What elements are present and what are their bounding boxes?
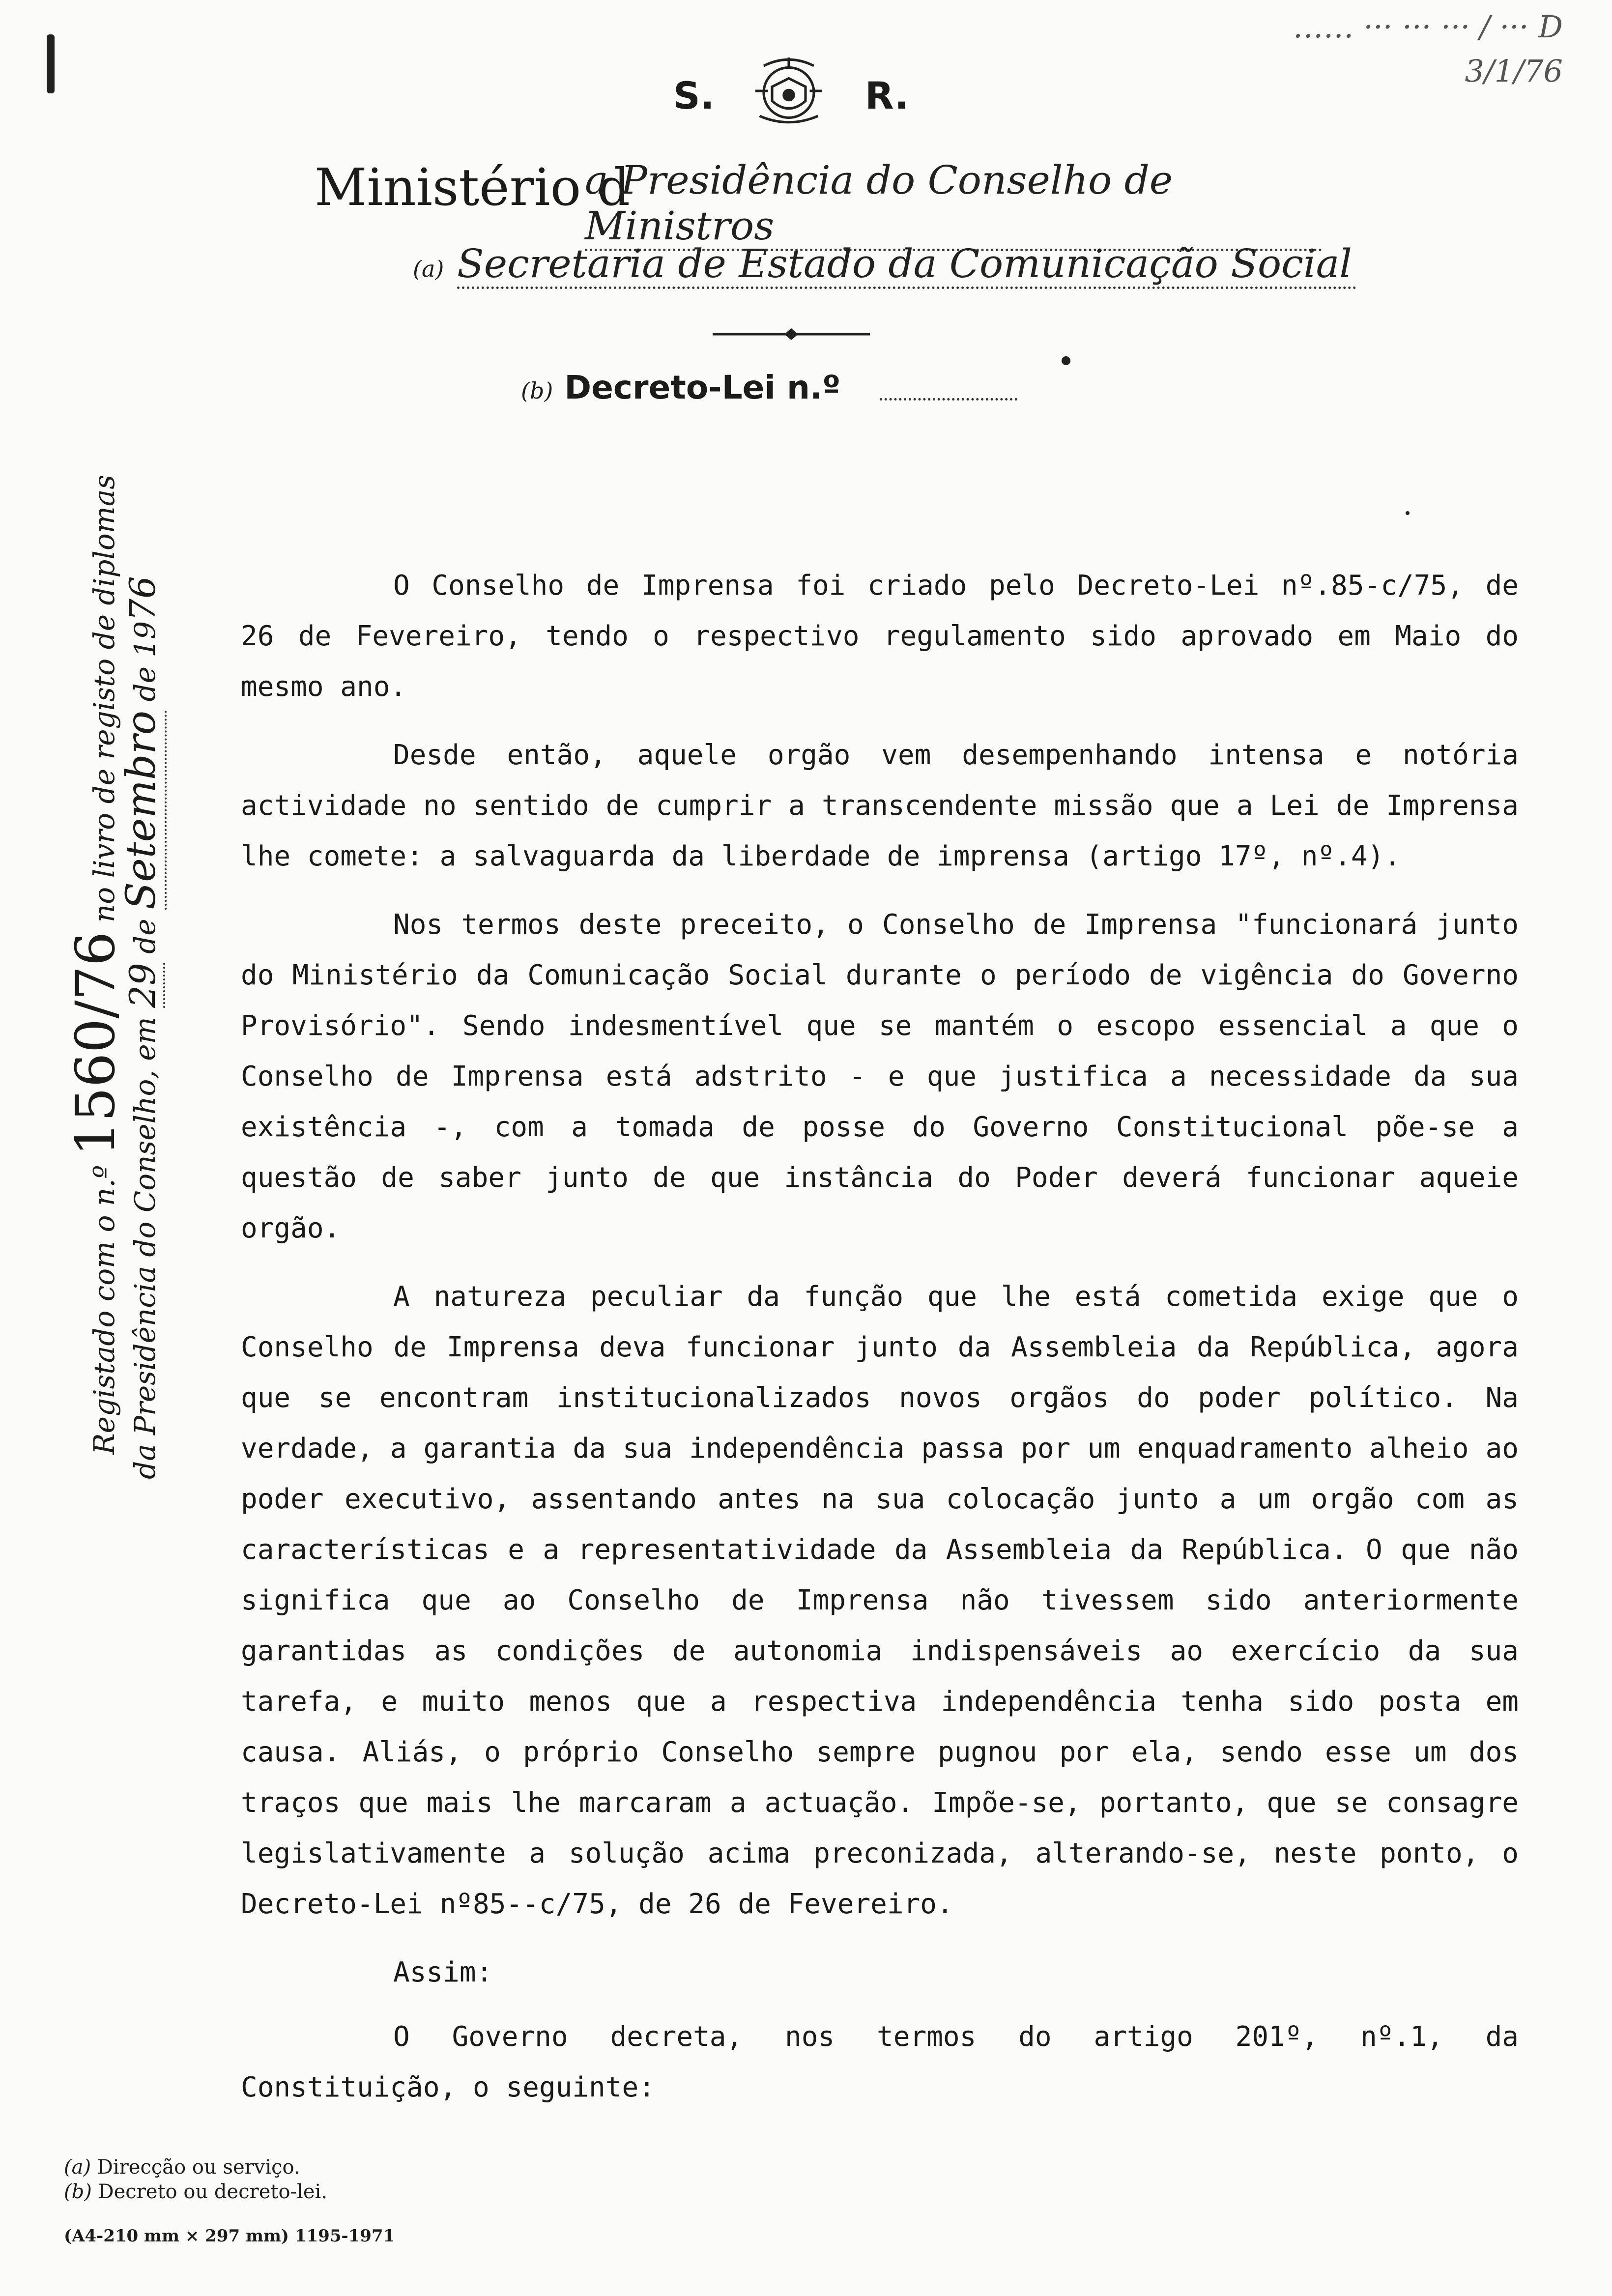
registration-year: 76 [122, 576, 163, 621]
footnote-text: Direcção ou serviço. [97, 2156, 300, 2179]
divider-ornament [713, 324, 870, 344]
footnote-a-marker: (a) [413, 256, 444, 282]
print-form-code: (A4-210 mm × 297 mm) 1195-1971 [64, 2226, 395, 2246]
paragraph-1: O Conselho de Imprensa foi criado pelo Decreto-Lei nº.85-c/75, de 26 de Fevereiro, tendo o respectivo regulamento sido aprovado em Maio do mesmo ano. [241, 570, 1519, 703]
scan-dot [1406, 511, 1410, 515]
top-right-handwriting [1288, 5, 1563, 93]
registration-number: 1560/76 [64, 931, 127, 1156]
r-letter: R. [865, 74, 909, 117]
decreto-number-field [880, 398, 1017, 401]
decreto-text: Decreto-Lei n.º [564, 369, 841, 406]
registration-month: Setembro [118, 711, 167, 910]
secretaria-field: Secretaria de Estado da Comunicação Social [457, 241, 1356, 289]
note-text: de [128, 918, 162, 954]
footnote-b-marker: (b) [521, 377, 553, 404]
paragraph-5: O Governo decreta, nos termos do artigo 201º, nº.1, da Constituição, o seguinte: [241, 2021, 1519, 2103]
coat-of-arms-emblem [747, 49, 831, 133]
scan-mark [47, 34, 55, 93]
note-text: de 19 [128, 621, 162, 702]
s-letter: S. [673, 74, 715, 117]
footnote-text: Decreto ou decreto-lei. [98, 2181, 328, 2203]
ministerio-field: a Presidência do Conselho de Ministros [585, 157, 1322, 251]
paragraph-3: Nos termos deste preceito, o Conselho de Imprensa "funcionará junto do Ministério da Comunicação Social durante o período de vigência do Governo Provisório". Sendo indesmentível que se mantém o escopo essencial a que o Conselho de Imprensa está adstrito - e que justifica a necessidade da sua existência -, com a tomada de posse do Governo Constitucional põe-se a questão de saber junto de que instância do Poder deverá funcionar aqueie orgão. [241, 909, 1519, 1244]
decree-body [241, 560, 1519, 2130]
footnote-b [64, 2180, 327, 2204]
registration-day: 29 [122, 963, 165, 1008]
ministerio-label: Ministério d [315, 157, 630, 217]
footnote-marker: (a) [64, 2156, 91, 2179]
footnote-a [64, 2155, 327, 2180]
paragraph-2: Desde então, aquele orgão vem desempenhando intensa e notória actividade no sentido de cumprir a transcendente missão que a Lei de Imprensa lhe comete: a salvaguarda da liberdade de imprensa (artigo 17º, nº.4). [241, 739, 1519, 872]
footnotes [64, 2155, 327, 2204]
decreto-label [521, 369, 840, 406]
registration-note-line-1 [64, 475, 127, 1455]
assim-label: Assim: [393, 1956, 493, 1988]
handwriting-date: 3/1/76 [1465, 53, 1563, 89]
note-text: no livro de registo de diplomas [87, 474, 121, 923]
footnote-marker: (b) [64, 2181, 92, 2203]
handwriting-line: …… ··· ··· ··· / ··· D [1293, 9, 1563, 45]
note-text: da Presidência do Conselho, em [128, 1017, 162, 1479]
registration-note-line-2 [118, 576, 165, 1479]
paragraph-4: A natureza peculiar da função que lhe está cometida exige que o Conselho de Imprensa deva funcionar junto da Assembleia da República, agora que se encontram institucionalizados novos orgãos do poder político. Na verdade, a garantia da sua independência passa por um enquadramento alheio ao poder executivo, assentando antes na sua colocação junto a um orgão com as características e a representatividade da Assembleia da República. O que não significa que ao Conselho de Imprensa não tivessem sido anteriormente garantidas as condições de autonomia indispensáveis ao exercício da sua tarefa, e muito menos que a respectiva independência tenha sido posta em causa. Aliás, o próprio Conselho sempre pugnou por ela, sendo esse um dos traços que mais lhe marcaram a actuação. Impõe-se, portanto, que se consagre legislativamente a solução acima preconizada, alterando-se, neste ponto, o Decreto-Lei nº85--c/75, de 26 de Fevereiro. [241, 1281, 1519, 1920]
note-text: Registado com o n.º [87, 1165, 121, 1455]
scan-dot [1062, 356, 1070, 365]
